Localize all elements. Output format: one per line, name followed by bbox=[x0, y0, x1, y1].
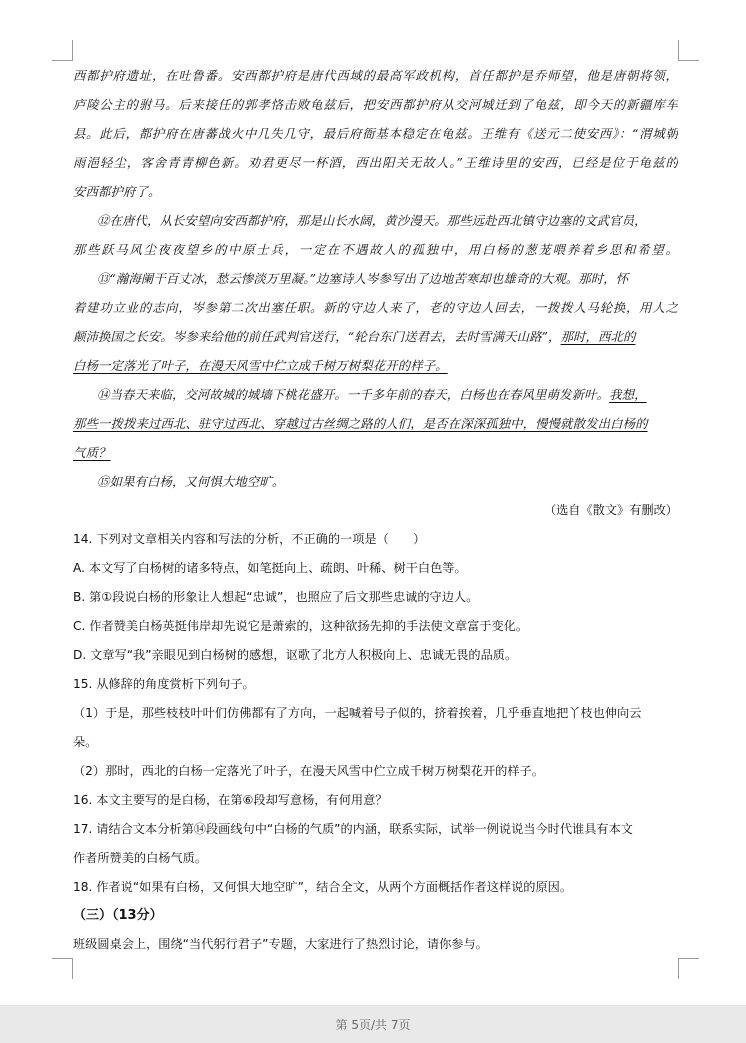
paragraph-14 bbox=[73, 383, 678, 407]
paragraph-15: ⑮如果有白杨，又何惧大地空旷。 bbox=[97, 474, 285, 489]
passage-line: 庐陵公主的驸马。后来接任的郭孝恪击败龟兹后，把安西都护府从交河城迁到了龟兹，即今天的新疆库车 bbox=[73, 97, 678, 112]
question-18: 18. 作者说“如果有白杨，又何惧大地空旷”，结合全文，从两个方面概括作者这样说的原因。 bbox=[73, 880, 573, 894]
paragraph-14-cont bbox=[73, 441, 678, 465]
question-17: 17. 请结合文本分析第⑭段画线句中“白杨的气质”的内涵，联系实际，试举一例说说当今时代谁具有本文 bbox=[73, 822, 633, 836]
section-intro: 班级圆桌会上，围绕“当代躬行君子”专题，大家进行了热烈讨论，请你参与。 bbox=[73, 937, 488, 951]
underlined-sentence: 我想， bbox=[609, 387, 647, 402]
crop-mark-top-left bbox=[52, 40, 73, 61]
passage-line: 雨浥轻尘，客舍青青柳色新。劝君更尽一杯酒，西出阳关无故人。”王维诗里的安西，已经是位于龟兹的 bbox=[73, 155, 678, 170]
paragraph-12-cont: 那些跃马风尘夜夜望乡的中原士兵，一定在不遇故人的孤独中，用白杨的葱茏喂养着乡思和希望。 bbox=[73, 242, 678, 257]
question-15-item-1: （1）于是，那些枝枝叶叶们仿佛都有了方向，一起喊着号子似的，挤着挨着，几乎垂直地把丫枝也伸向云 bbox=[73, 706, 642, 720]
paragraph-14-cont bbox=[73, 412, 678, 436]
question-14: 14. 下列对文章相关内容和写法的分析，不正确的一项是（ ） bbox=[73, 532, 426, 546]
question-15-item-1-cont: 朵。 bbox=[73, 735, 98, 749]
paragraph-13: ⑬“瀚海阑干百丈冰，愁云惨淡万里凝。”边塞诗人岑参写出了边地苦寒却也雄奇的大观。那时，怀 bbox=[97, 271, 629, 286]
underlined-sentence: 那些一拨拨来过西北、驻守过西北、穿越过古丝绸之路的人们，是否在深深孤独中，慢慢就散发出白杨的 bbox=[73, 416, 648, 431]
underlined-sentence: 白杨一定落光了叶子，在漫天风雪中伫立成千树万树梨花开的样子。 bbox=[73, 358, 448, 373]
passage-line: 安西都护府了。 bbox=[73, 184, 161, 199]
passage-text: 颠沛换国之长安。岑参来给他的前任武判官送行，“轮台东门送君去，去时雪满天山路”， bbox=[73, 329, 561, 344]
passage-text: ⑭当春天来临，交河故城的城墙下桃花盛开。一千多年前的春天，白杨也在春风里萌发新叶。 bbox=[97, 387, 610, 402]
question-15-item-2: （2）那时，西北的白杨一定落光了叶子，在漫天风雪中伫立成千树万树梨花开的样子。 bbox=[73, 764, 544, 778]
option-c: C. 作者赞美白杨英挺伟岸却先说它是萧索的，这种欲扬先抑的手法使文章富于变化。 bbox=[73, 619, 529, 633]
paragraph-12: ⑫在唐代，从长安望向安西都护府，那是山长水阔，黄沙漫天。那些远赴西北镇守边塞的文武官员， bbox=[97, 213, 647, 228]
page-number: 第 5页/共 7页 bbox=[335, 1018, 411, 1032]
crop-mark-bottom-right bbox=[678, 958, 699, 979]
passage-line: 县。此后，都护府在唐蕃战火中几失几守，最后府衙基本稳定在龟兹。王维有《送元二使安西》：“渭城朝 bbox=[73, 126, 678, 141]
underlined-sentence: 那时，西北的 bbox=[560, 329, 636, 344]
source-note: （选自《散文》有删改） bbox=[543, 503, 678, 517]
option-a: A. 本文写了白杨树的诸多特点，如笔挺向上、疏朗、叶稀、树干白色等。 bbox=[73, 561, 467, 575]
question-15: 15. 从修辞的角度赏析下列句子。 bbox=[73, 677, 255, 691]
question-17-cont: 作者所赞美的白杨气质。 bbox=[73, 851, 208, 865]
crop-mark-top-right bbox=[678, 40, 699, 61]
paragraph-13-cont: 着建功立业的志向，岑参第二次出塞任职。新的守边人来了，老的守边人回去，一拨拨人马轮换，用人之 bbox=[73, 300, 678, 315]
option-b: B. 第①段说白杨的形象让人想起“忠诚”，也照应了后文那些忠诚的守边人。 bbox=[73, 590, 479, 604]
crop-mark-bottom-left bbox=[52, 958, 73, 979]
question-16: 16. 本文主要写的是白杨，在第⑥段却写意杨，有何用意？ bbox=[73, 793, 388, 807]
passage-line: 西都护府遗址，在吐鲁番。安西都护府是唐代西域的最高军政机构，首任都护是乔师望，他是唐朝将领， bbox=[73, 68, 678, 83]
paragraph-13-cont bbox=[73, 325, 678, 349]
underlined-sentence: 气质？ bbox=[73, 445, 111, 460]
option-d: D. 文章写“我”亲眼见到白杨树的感想，讴歌了北方人积极向上、忠诚无畏的品质。 bbox=[73, 648, 518, 662]
section-heading: （三）（13分） bbox=[73, 908, 163, 923]
paragraph-13-cont bbox=[73, 354, 678, 378]
